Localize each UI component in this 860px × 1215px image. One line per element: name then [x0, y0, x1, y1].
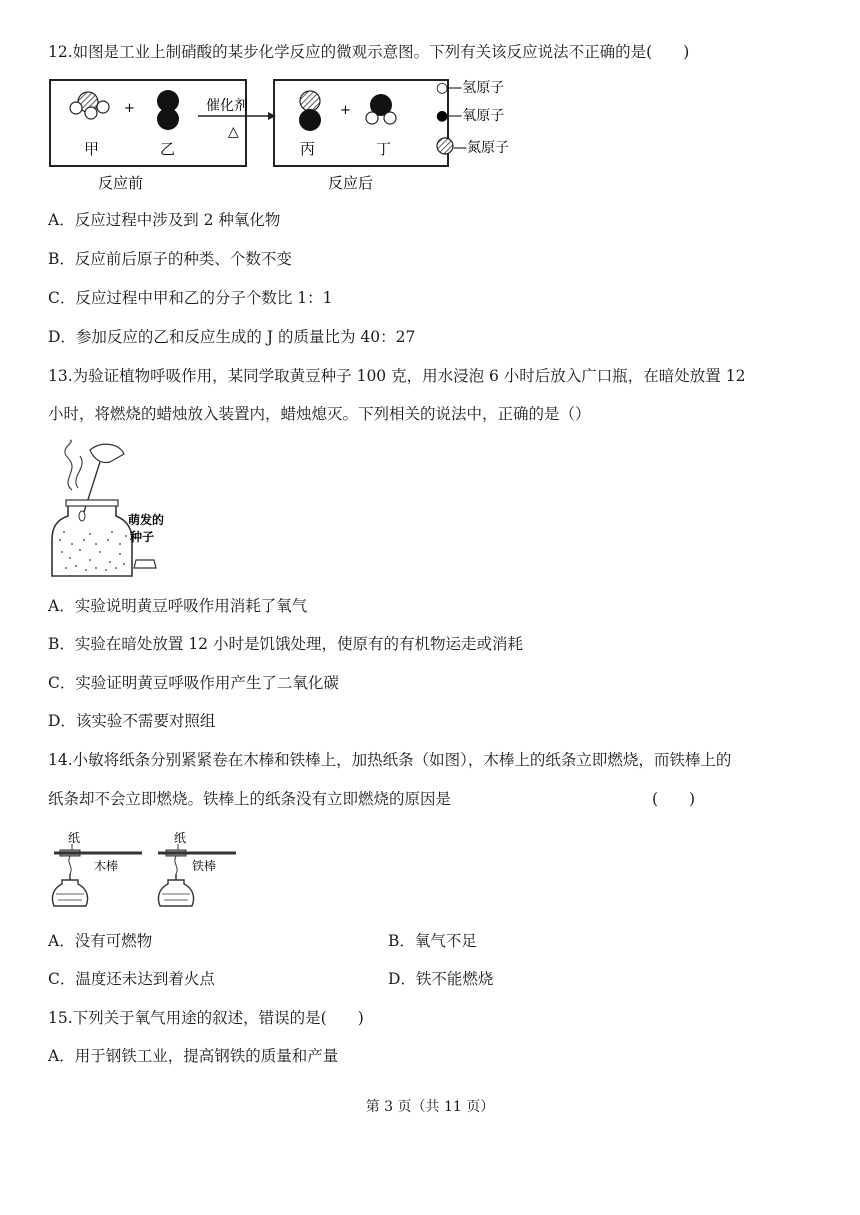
q14-option-c: C．温度还未达到着火点	[48, 970, 215, 988]
before-box	[50, 80, 246, 166]
label-yi: 乙	[160, 140, 176, 158]
paper-label-1: 纸	[68, 831, 81, 845]
q12-option-b: B．反应前后原子的种类、个数不变	[48, 250, 292, 268]
q14-answer-paren: ( )	[652, 790, 696, 808]
q13-option-a: A．实验说明黄豆呼吸作用消耗了氧气	[48, 597, 308, 615]
q13-option-b: B．实验在暗处放置 12 小时是饥饿处理，使原有的有机物运走或消耗	[48, 635, 523, 653]
q12-reaction-figure	[48, 74, 538, 196]
seed-label-2: 种子	[130, 530, 155, 544]
q14-option-d: D．铁不能燃烧	[388, 970, 494, 988]
q14-stem-line1: 14.小敏将纸条分别紧紧卷在木棒和铁棒上，加热纸条（如图），木棒上的纸条立即燃烧，而铁棒上的	[48, 751, 732, 769]
q12-option-c: C．反应过程中甲和乙的分子个数比 1：1	[48, 289, 333, 307]
plus-2: +	[340, 103, 351, 118]
legend-hydrogen: ○—氢原子	[436, 80, 505, 96]
label-ding: 丁	[376, 140, 392, 158]
label-jia: 甲	[84, 140, 100, 158]
before-caption: 反应前	[98, 174, 144, 192]
page-footer: 第 3 页（共 11 页）	[365, 1099, 495, 1115]
q13-stem-line2: 小时，将燃烧的蜡烛放入装置内，蜡烛熄灭。下列相关的说法中，正确的是（）	[48, 405, 591, 423]
q14-stem-line2: 纸条却不会立即燃烧。铁棒上的纸条没有立即燃烧的原因是	[48, 790, 452, 808]
seed-label-1: 萌发的	[128, 513, 165, 527]
q13-jar-figure	[50, 440, 165, 580]
q14-option-a: A．没有可燃物	[48, 932, 153, 950]
q14-burner-figure	[50, 828, 240, 918]
q15-stem: 15.下列关于氧气用途的叙述，错误的是( )	[48, 1009, 364, 1027]
q13-option-c: C．实验证明黄豆呼吸作用产生了二氧化碳	[48, 674, 339, 692]
rod-label-1: 木棒	[94, 859, 119, 873]
q14-option-b: B．氧气不足	[388, 932, 477, 950]
label-bing: 丙	[300, 140, 316, 158]
catalyst-label: 催化剂	[206, 98, 248, 114]
rod-label-2: 铁棒	[192, 859, 217, 873]
after-caption: 反应后	[328, 174, 374, 192]
q12-stem: 12.如图是工业上制硝酸的某步化学反应的微观示意图。下列有关该反应说法不正确的是( )	[48, 43, 690, 61]
plus-1: +	[124, 101, 135, 116]
heat-symbol: △	[228, 124, 239, 140]
legend-oxygen: ●—氧原子	[436, 108, 505, 124]
legend-nitrogen: —氮原子	[453, 140, 509, 156]
q13-stem-line1: 13.为验证植物呼吸作用，某同学取黄豆种子 100 克，用水浸泡 6 小时后放入广口瓶，在暗处放置 12	[48, 367, 746, 385]
q13-option-d: D．该实验不需要对照组	[48, 712, 216, 730]
q12-option-d: D．参加反应的乙和反应生成的 J 的质量比为 40：27	[48, 328, 416, 346]
q15-option-a: A．用于钢铁工业，提高钢铁的质量和产量	[48, 1047, 339, 1065]
paper-label-2: 纸	[174, 831, 187, 845]
q12-option-a: A．反应过程中涉及到 2 种氧化物	[48, 211, 281, 229]
